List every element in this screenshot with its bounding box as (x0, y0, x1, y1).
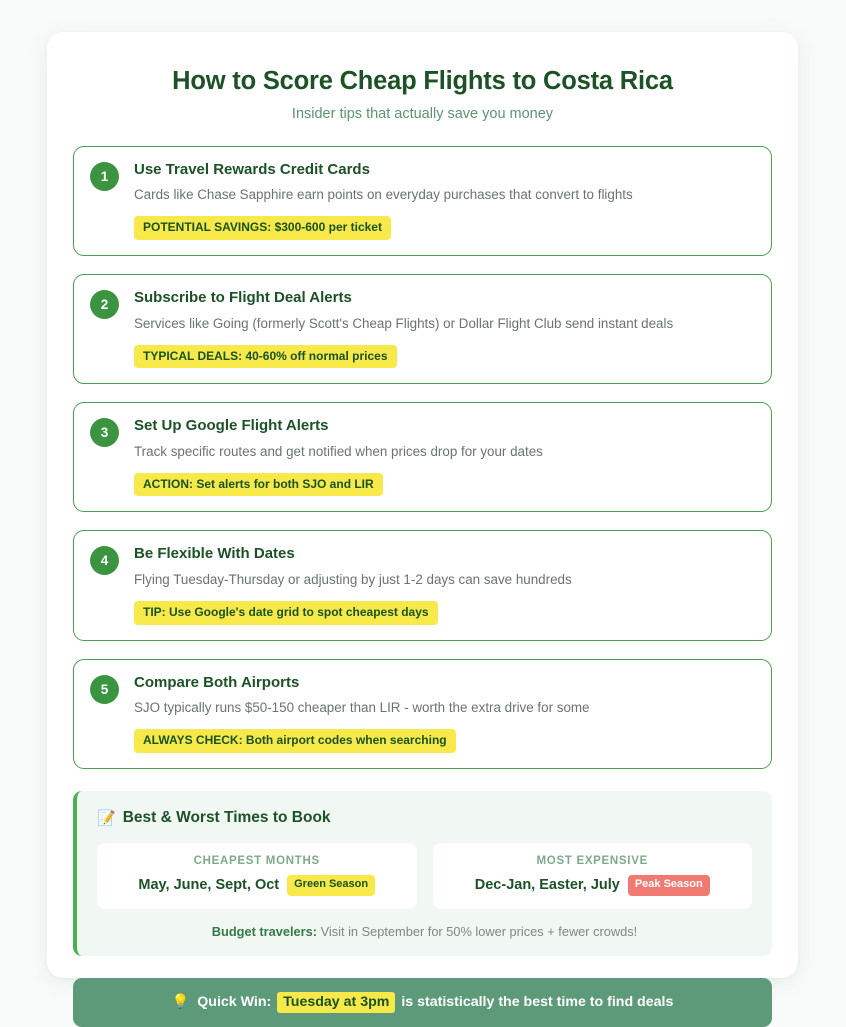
timing-heading-text: Best & Worst Times to Book (122, 808, 331, 826)
tip-description: Services like Going (formerly Scott's Cheap Flights) or Dollar Flight Club send instant deals (134, 315, 674, 331)
lightbulb-icon: 💡 (171, 994, 190, 1011)
quick-win-prefix: Quick Win: (197, 994, 272, 1011)
cheapest-months-label: CHEAPEST MONTHS (193, 855, 320, 868)
timing-heading (97, 809, 752, 828)
tip-highlight-badge: TIP: Use Google's date grid to spot cheapest days (134, 601, 438, 624)
tip-highlight-badge: TYPICAL DEALS: 40-60% off normal prices (134, 345, 397, 368)
green-season-pill: Green Season (287, 875, 375, 895)
tip-card (73, 530, 772, 640)
best-worst-times-section (73, 791, 772, 956)
tip-title: Use Travel Rewards Credit Cards (134, 160, 370, 178)
tip-card (73, 659, 772, 769)
tip-highlight-badge: ACTION: Set alerts for both SJO and LIR (134, 473, 383, 496)
infographic-container (47, 32, 798, 1011)
budget-travelers-text: Visit in September for 50% lower prices + fewer crowds! (320, 923, 638, 939)
tip-card (73, 146, 772, 256)
tip-content (134, 161, 755, 240)
quick-win-suffix: is statistically the best time to find deals (401, 994, 674, 1011)
page-subtitle: Insider tips that actually save you money (291, 105, 554, 122)
tip-description: Cards like Chase Sapphire earn points on everyday purchases that convert to flights (134, 187, 633, 203)
season-comparison-row (97, 843, 752, 908)
tip-title: Be Flexible With Dates (134, 545, 295, 563)
most-expensive-value: Dec-Jan, Easter, July (474, 877, 620, 894)
tip-content (134, 674, 755, 753)
tip-content (134, 289, 755, 368)
most-expensive-value-row (443, 875, 743, 895)
most-expensive-card (433, 843, 753, 908)
tip-highlight-badge: ALWAYS CHECK: Both airport codes when searching (134, 729, 456, 752)
tip-card (73, 274, 772, 384)
tip-description: Track specific routes and get notified when prices drop for your dates (134, 443, 543, 459)
tip-description: Flying Tuesday-Thursday or adjusting by just 1-2 days can save hundreds (134, 572, 572, 588)
peak-season-pill: Peak Season (628, 875, 710, 895)
cheapest-months-card (97, 843, 417, 908)
tip-description: SJO typically runs $50-150 cheaper than LIR - worth the extra drive for some (134, 700, 590, 716)
tip-number-badge: 1 (90, 162, 119, 191)
tip-card (73, 402, 772, 512)
tip-highlight-badge: POTENTIAL SAVINGS: $300-600 per ticket (134, 216, 391, 239)
tip-title: Compare Both Airports (134, 673, 300, 691)
tip-content (134, 417, 755, 496)
tip-number-badge: 2 (90, 290, 119, 319)
budget-travelers-label: Budget travelers: (211, 923, 318, 939)
quick-win-banner (73, 978, 772, 1026)
cheapest-months-value-row (107, 875, 407, 895)
tip-number-badge: 3 (90, 418, 119, 447)
quick-win-highlight: Tuesday at 3pm (277, 992, 395, 1013)
tip-title: Set Up Google Flight Alerts (134, 417, 329, 435)
cheapest-months-value: May, June, Sept, Oct (138, 877, 280, 894)
most-expensive-label: MOST EXPENSIVE (536, 855, 648, 868)
tip-number-badge: 5 (90, 675, 119, 704)
tip-title: Subscribe to Flight Deal Alerts (134, 288, 352, 306)
header (73, 62, 772, 126)
tip-number-badge: 4 (90, 546, 119, 575)
page-title: How to Score Cheap Flights to Costa Rica (172, 67, 673, 95)
tip-content (134, 545, 755, 624)
memo-icon: 📝 (97, 809, 116, 828)
budget-travelers-note (97, 924, 752, 941)
tips-list (73, 146, 772, 769)
